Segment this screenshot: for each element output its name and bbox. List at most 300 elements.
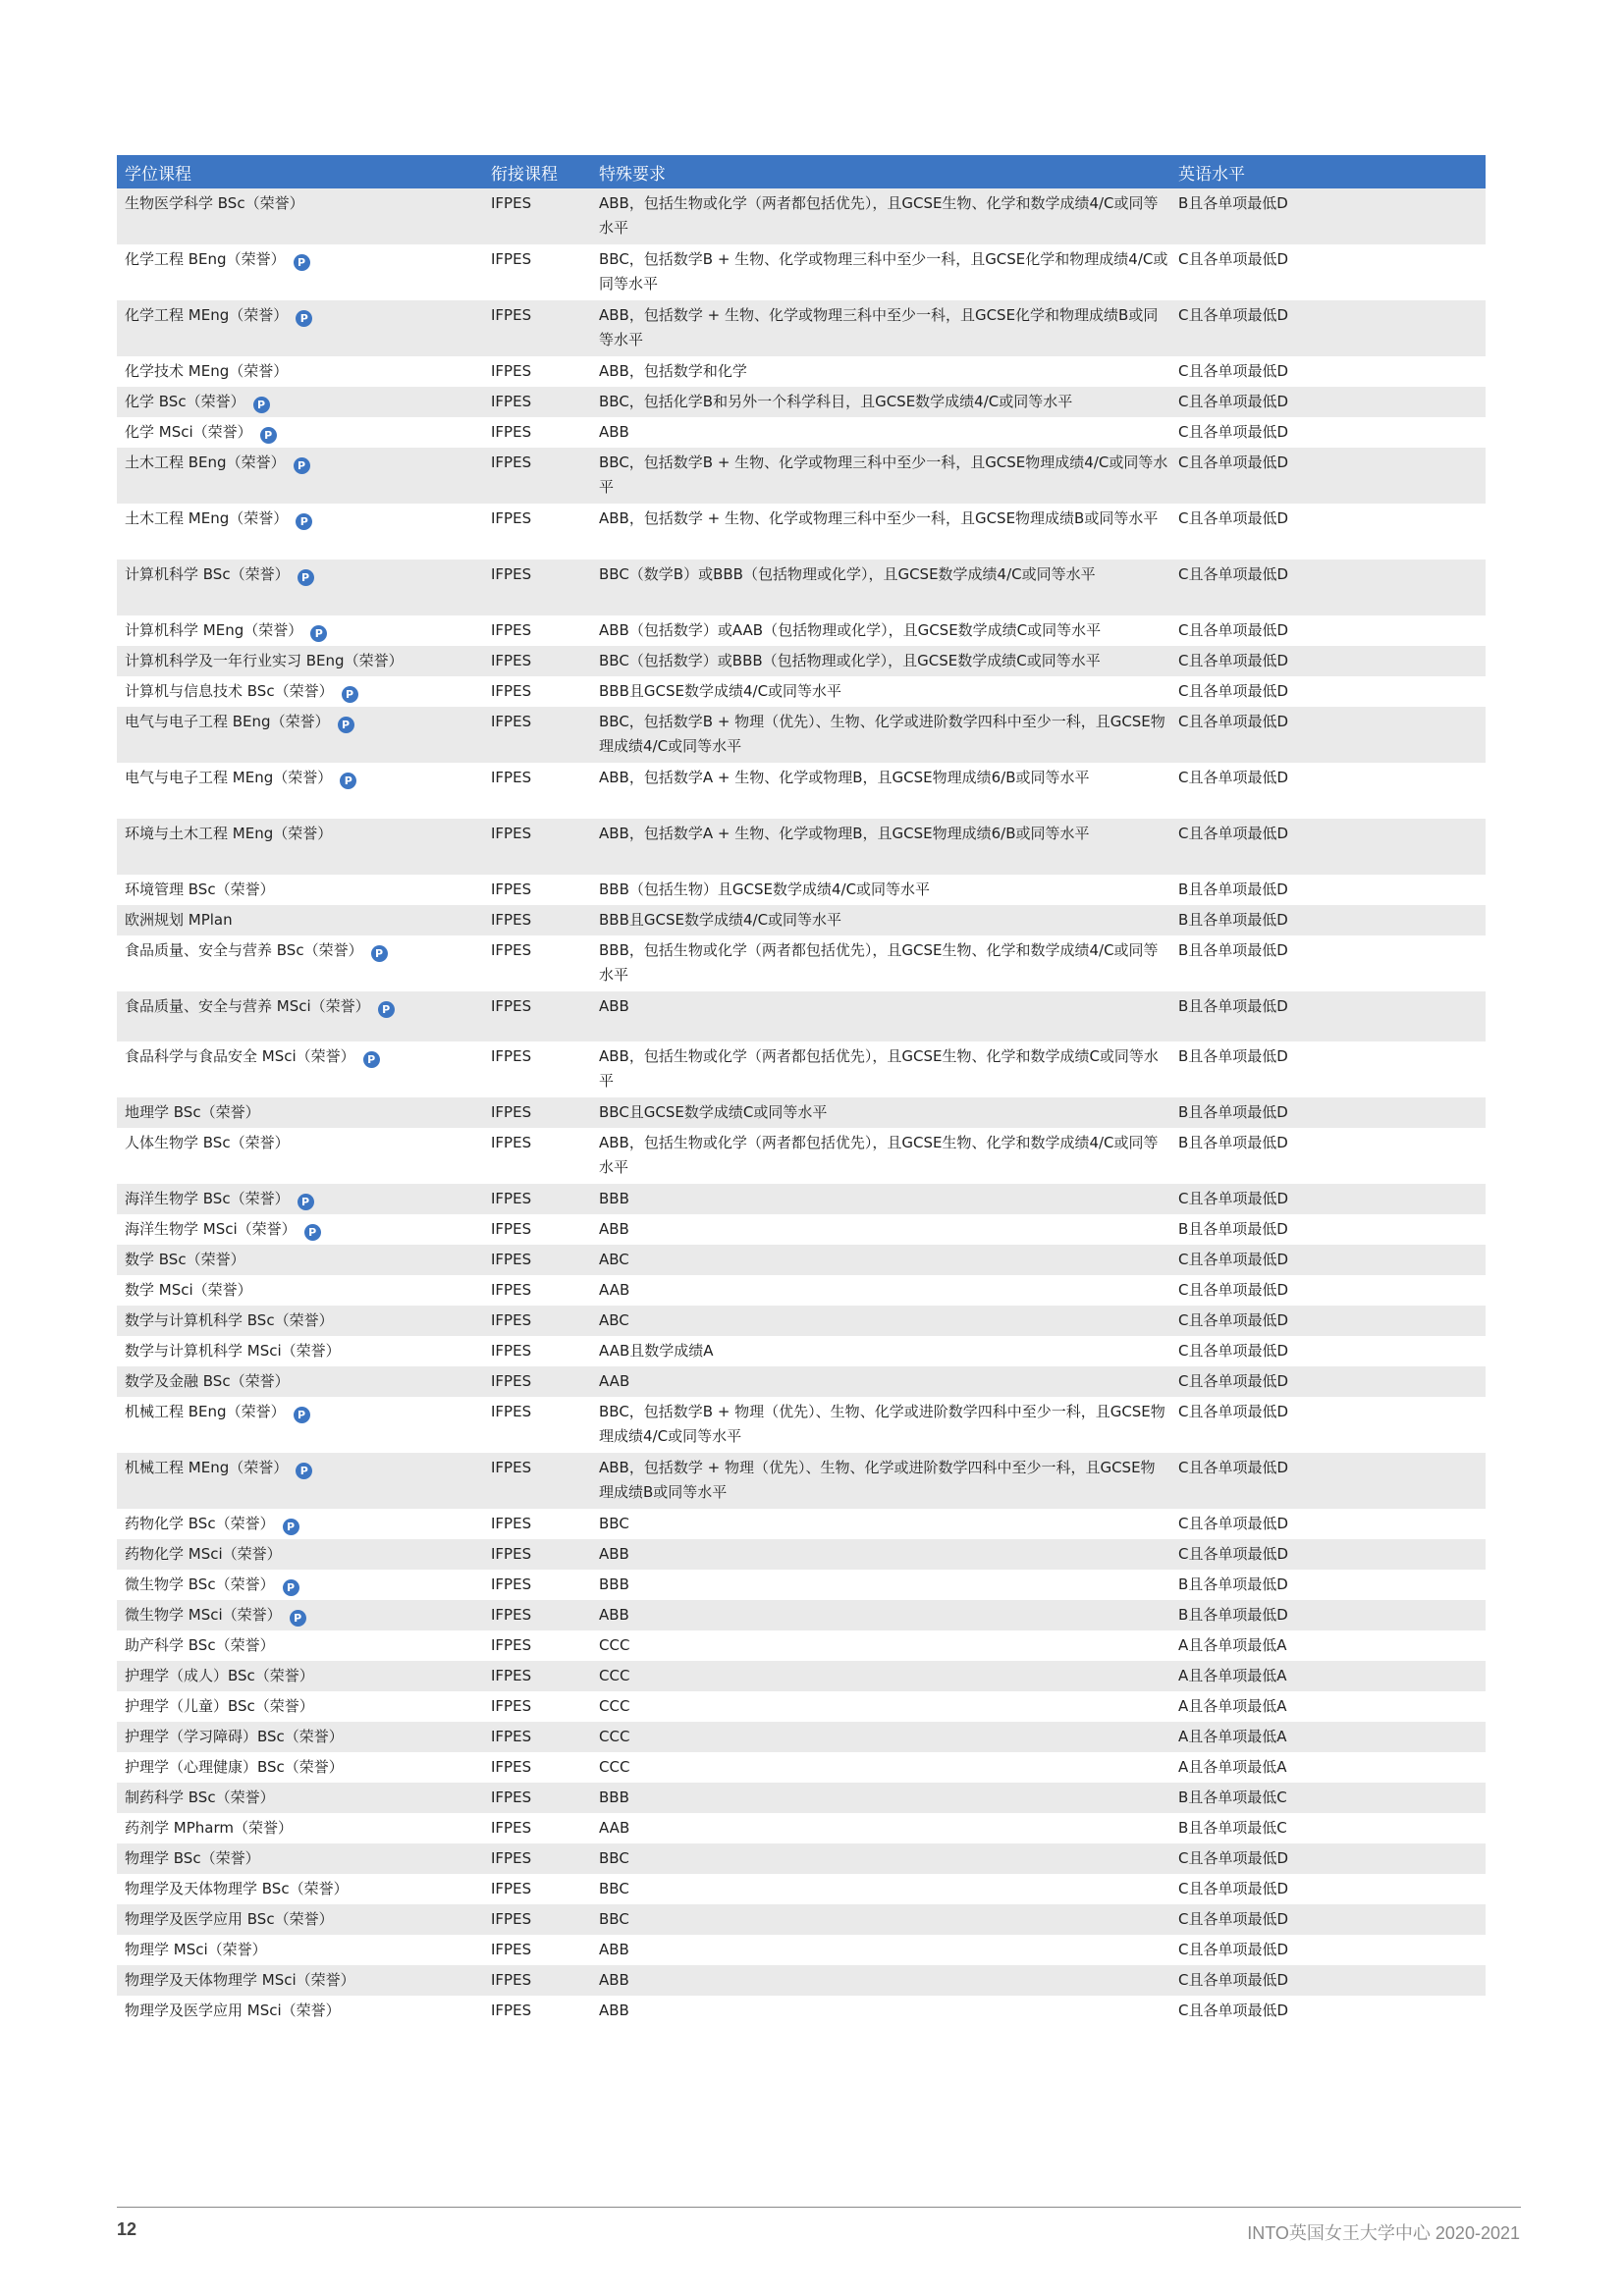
pathway-cell: IFPES — [491, 393, 532, 410]
pathway-cell: IFPES — [491, 1134, 532, 1151]
pathway-cell: IFPES — [491, 565, 532, 583]
english-level-cell: A且各单项最低A — [1178, 1758, 1287, 1776]
course-cell — [117, 1306, 491, 1333]
requirements-cell: AAB — [599, 1281, 630, 1299]
english-level-cell: C且各单项最低D — [1178, 454, 1289, 471]
placement-icon: P — [294, 457, 310, 474]
table-header — [117, 155, 1486, 188]
course-cell — [117, 1397, 491, 1424]
pathway-cell: IFPES — [491, 941, 532, 959]
english-level-cell: A且各单项最低A — [1178, 1697, 1287, 1715]
footer-title: INTO英国女王大学中心 2020-2021 — [1247, 2223, 1520, 2243]
english-level-cell: B且各单项最低D — [1178, 1103, 1288, 1121]
course-name: 微生物学 MSci（荣誉） — [125, 1606, 282, 1624]
course-name: 化学技术 MEng（荣誉） — [125, 362, 289, 380]
table-row — [117, 1904, 1486, 1935]
table-row — [117, 1128, 1486, 1184]
english-level-cell: B且各单项最低D — [1178, 911, 1288, 929]
pathway-cell: IFPES — [491, 1910, 532, 1928]
course-cell — [117, 676, 491, 704]
course-name: 人体生物学 BSc（荣誉） — [125, 1134, 290, 1151]
course-name: 微生物学 BSc（荣誉） — [125, 1575, 275, 1593]
course-cell — [117, 819, 491, 846]
course-name: 化学 MSci（荣誉） — [125, 423, 252, 441]
table-row — [117, 1539, 1486, 1570]
pathway-cell: IFPES — [491, 1606, 532, 1624]
pathway-cell: IFPES — [491, 1311, 532, 1329]
table-row — [117, 1935, 1486, 1965]
table-row — [117, 676, 1486, 707]
placement-icon: P — [294, 254, 310, 271]
placement-icon: P — [371, 945, 388, 962]
course-name: 生物医学科学 BSc（荣誉） — [125, 194, 304, 212]
english-level-cell: B且各单项最低D — [1178, 194, 1288, 212]
pathway-cell: IFPES — [491, 1849, 532, 1867]
pathway-cell: IFPES — [491, 1575, 532, 1593]
pathway-cell: IFPES — [491, 769, 532, 786]
pathway-cell: IFPES — [491, 1819, 532, 1837]
course-cell — [117, 504, 491, 531]
course-cell — [117, 1570, 491, 1597]
course-cell — [117, 646, 491, 673]
requirements-cell: ABB — [599, 423, 629, 441]
placement-icon: P — [338, 717, 354, 733]
pathway-cell: IFPES — [491, 250, 532, 268]
requirements-cell: ABB，包括数学A + 生物、化学或物理B，且GCSE物理成绩6/B或同等水平 — [599, 769, 1090, 786]
course-name: 电气与电子工程 BEng（荣誉） — [125, 713, 330, 730]
course-name: 药物化学 MSci（荣誉） — [125, 1545, 282, 1563]
requirements-cell: BBC（包括数学）或BBB（包括物理或化学），且GCSE数学成绩C或同等水平 — [599, 652, 1101, 669]
course-name: 地理学 BSc（荣誉） — [125, 1103, 260, 1121]
pathway-cell: IFPES — [491, 1103, 532, 1121]
table-row — [117, 875, 1486, 905]
pathway-cell: IFPES — [491, 1342, 532, 1360]
course-cell — [117, 417, 491, 445]
course-cell — [117, 1509, 491, 1536]
course-cell — [117, 1128, 491, 1155]
table-row — [117, 387, 1486, 417]
table-row — [117, 1813, 1486, 1843]
requirements-cell: CCC — [599, 1758, 630, 1776]
requirements-cell: AAB且数学成绩A — [599, 1342, 714, 1360]
header-english: 英语水平 — [1178, 164, 1245, 185]
pathway-cell: IFPES — [491, 306, 532, 324]
course-name: 护理学（成人）BSc（荣誉） — [125, 1667, 314, 1684]
table-row — [117, 1843, 1486, 1874]
course-name: 计算机科学 BSc（荣誉） — [125, 565, 290, 583]
table-row — [117, 1996, 1486, 2026]
requirements-cell: BBC，包括数学B + 物理（优先）、生物、化学或进阶数学四科中至少一科，且GCSE物理成绩4/C或同等水平 — [599, 1403, 1165, 1445]
placement-icon: P — [310, 625, 327, 642]
course-name: 计算机科学 MEng（荣誉） — [125, 621, 303, 639]
pathway-cell: IFPES — [491, 1403, 532, 1420]
pathway-cell: IFPES — [491, 1190, 532, 1207]
course-cell — [117, 356, 491, 384]
placement-icon: P — [363, 1051, 380, 1068]
footer-divider — [117, 2207, 1521, 2208]
pathway-cell: IFPES — [491, 362, 532, 380]
requirements-cell: ABB，包括数学和化学 — [599, 362, 747, 380]
table-row — [117, 1041, 1486, 1097]
english-level-cell: C且各单项最低D — [1178, 769, 1289, 786]
table-row — [117, 1366, 1486, 1397]
english-level-cell: C且各单项最低D — [1178, 1372, 1289, 1390]
requirements-cell: BBC（数学B）或BBB（包括物理或化学），且GCSE数学成绩4/C或同等水平 — [599, 565, 1096, 583]
table-row — [117, 1570, 1486, 1600]
table-row — [117, 1509, 1486, 1539]
english-level-cell: C且各单项最低D — [1178, 1190, 1289, 1207]
course-name: 化学工程 MEng（荣誉） — [125, 306, 289, 324]
table-row — [117, 560, 1486, 615]
requirements-cell: BBB — [599, 1575, 629, 1593]
requirements-cell: ABB — [599, 2002, 629, 2019]
requirements-cell: BBB — [599, 1789, 629, 1806]
course-cell — [117, 448, 491, 475]
pathway-cell: IFPES — [491, 509, 532, 527]
header-course: 学位课程 — [125, 164, 191, 185]
course-cell — [117, 1783, 491, 1810]
english-level-cell: C且各单项最低D — [1178, 1971, 1289, 1989]
table-row — [117, 1691, 1486, 1722]
table-row — [117, 356, 1486, 387]
table-row — [117, 646, 1486, 676]
course-cell — [117, 1661, 491, 1688]
requirements-cell: BBB且GCSE数学成绩4/C或同等水平 — [599, 911, 842, 929]
table-body — [117, 188, 1486, 2026]
page-number: 12 — [117, 2219, 137, 2239]
english-level-cell: C且各单项最低D — [1178, 565, 1289, 583]
pathway-cell: IFPES — [491, 1220, 532, 1238]
requirements-cell: BBC — [599, 1880, 629, 1897]
course-cell — [117, 387, 491, 414]
requirements-cell: ABB，包括数学A + 生物、化学或物理B，且GCSE物理成绩6/B或同等水平 — [599, 825, 1090, 842]
table-row — [117, 707, 1486, 763]
course-name: 环境管理 BSc（荣誉） — [125, 881, 275, 898]
placement-icon: P — [298, 1194, 314, 1210]
placement-icon: P — [340, 773, 356, 789]
course-name: 制药科学 BSc（荣誉） — [125, 1789, 275, 1806]
pathway-cell: IFPES — [491, 1667, 532, 1684]
course-cell — [117, 1843, 491, 1871]
pathway-cell: IFPES — [491, 1515, 532, 1532]
requirements-cell: BBC — [599, 1515, 629, 1532]
requirements-cell: ABB — [599, 1545, 629, 1563]
table-row — [117, 1783, 1486, 1813]
english-level-cell: C且各单项最低D — [1178, 306, 1289, 324]
pathway-cell: IFPES — [491, 713, 532, 730]
english-level-cell: B且各单项最低D — [1178, 1606, 1288, 1624]
table-row — [117, 1453, 1486, 1509]
header-requirements: 特殊要求 — [599, 164, 666, 185]
english-level-cell: B且各单项最低D — [1178, 941, 1288, 959]
course-name: 物理学及天体物理学 MSci（荣誉） — [125, 1971, 355, 1989]
english-level-cell: C且各单项最低D — [1178, 1342, 1289, 1360]
course-cell — [117, 763, 491, 790]
requirements-cell: ABB — [599, 997, 629, 1015]
english-level-cell: C且各单项最低D — [1178, 2002, 1289, 2019]
english-level-cell: C且各单项最低D — [1178, 1849, 1289, 1867]
english-level-cell: B且各单项最低D — [1178, 1134, 1288, 1151]
english-level-cell: B且各单项最低D — [1178, 1575, 1288, 1593]
pathway-cell: IFPES — [491, 194, 532, 212]
pathway-cell: IFPES — [491, 881, 532, 898]
table-row — [117, 1752, 1486, 1783]
requirements-cell: BBC — [599, 1849, 629, 1867]
course-name: 物理学及天体物理学 BSc（荣誉） — [125, 1880, 349, 1897]
course-name: 药物化学 BSc（荣誉） — [125, 1515, 275, 1532]
pathway-cell: IFPES — [491, 1971, 532, 1989]
english-level-cell: A且各单项最低A — [1178, 1667, 1287, 1684]
table-row — [117, 991, 1486, 1041]
requirements-cell: ABB — [599, 1220, 629, 1238]
requirements-cell: ABC — [599, 1311, 629, 1329]
course-name: 土木工程 BEng（荣誉） — [125, 454, 286, 471]
course-cell — [117, 1752, 491, 1780]
placement-icon: P — [378, 1001, 395, 1018]
table-row — [117, 244, 1486, 300]
english-level-cell: C且各单项最低D — [1178, 1545, 1289, 1563]
course-name: 物理学及医学应用 BSc（荣誉） — [125, 1910, 334, 1928]
course-name: 机械工程 BEng（荣誉） — [125, 1403, 286, 1420]
course-name: 药剂学 MPharm（荣誉） — [125, 1819, 293, 1837]
course-cell — [117, 615, 491, 643]
pathway-cell: IFPES — [491, 1697, 532, 1715]
course-cell — [117, 1630, 491, 1658]
table-row — [117, 1336, 1486, 1366]
course-cell — [117, 991, 491, 1019]
pathway-cell: IFPES — [491, 825, 532, 842]
requirements-cell: ABB，包括生物或化学（两者都包括优先），且GCSE生物、化学和数学成绩4/C或同等水平 — [599, 1134, 1159, 1176]
placement-icon: P — [298, 569, 314, 586]
pathway-cell: IFPES — [491, 1545, 532, 1563]
course-cell — [117, 1275, 491, 1303]
english-level-cell: B且各单项最低C — [1178, 1789, 1287, 1806]
course-name: 物理学及医学应用 MSci（荣誉） — [125, 2002, 341, 2019]
english-level-cell: C且各单项最低D — [1178, 362, 1289, 380]
course-name: 海洋生物学 BSc（荣誉） — [125, 1190, 290, 1207]
course-name: 物理学 MSci（荣誉） — [125, 1941, 267, 1958]
course-name: 化学工程 BEng（荣誉） — [125, 250, 286, 268]
english-level-cell: C且各单项最低D — [1178, 1515, 1289, 1532]
requirements-cell: BBB（包括生物）且GCSE数学成绩4/C或同等水平 — [599, 881, 931, 898]
requirements-cell: BBC且GCSE数学成绩C或同等水平 — [599, 1103, 828, 1121]
course-name: 欧洲规划 MPlan — [125, 911, 233, 929]
table-row — [117, 615, 1486, 646]
pathway-cell: IFPES — [491, 1728, 532, 1745]
course-name: 电气与电子工程 MEng（荣誉） — [125, 769, 333, 786]
pathway-cell: IFPES — [491, 1281, 532, 1299]
english-level-cell: C且各单项最低D — [1178, 393, 1289, 410]
english-level-cell: C且各单项最低D — [1178, 509, 1289, 527]
table-row — [117, 448, 1486, 504]
pathway-cell: IFPES — [491, 1758, 532, 1776]
english-level-cell: C且各单项最低D — [1178, 1403, 1289, 1420]
requirements-cell: BBB，包括生物或化学（两者都包括优先），且GCSE生物、化学和数学成绩4/C或同等水平 — [599, 941, 1159, 984]
pathway-cell: IFPES — [491, 911, 532, 929]
course-name: 环境与土木工程 MEng（荣誉） — [125, 825, 333, 842]
table-row — [117, 1722, 1486, 1752]
requirements-cell: ABB（包括数学）或AAB（包括物理或化学），且GCSE数学成绩C或同等水平 — [599, 621, 1102, 639]
english-level-cell: C且各单项最低D — [1178, 825, 1289, 842]
placement-icon: P — [296, 513, 312, 530]
table-row — [117, 819, 1486, 875]
course-cell — [117, 1453, 491, 1480]
requirements-cell: CCC — [599, 1636, 630, 1654]
pathway-cell: IFPES — [491, 997, 532, 1015]
course-cell — [117, 188, 491, 216]
pathway-cell: IFPES — [491, 1372, 532, 1390]
table-row — [117, 763, 1486, 819]
requirements-cell: BBC — [599, 1910, 629, 1928]
english-level-cell: C且各单项最低D — [1178, 1311, 1289, 1329]
requirements-cell: BBC，包括数学B + 生物、化学或物理三科中至少一科，且GCSE化学和物理成绩4/C或同等水平 — [599, 250, 1168, 293]
english-level-cell: A且各单项最低A — [1178, 1636, 1287, 1654]
english-level-cell: C且各单项最低D — [1178, 250, 1289, 268]
table-row — [117, 1661, 1486, 1691]
course-name: 数学与计算机科学 BSc（荣誉） — [125, 1311, 334, 1329]
english-level-cell: C且各单项最低D — [1178, 1910, 1289, 1928]
requirements-cell: CCC — [599, 1667, 630, 1684]
table-row — [117, 504, 1486, 560]
course-cell — [117, 1539, 491, 1567]
course-name: 化学 BSc（荣誉） — [125, 393, 245, 410]
course-cell — [117, 905, 491, 933]
pathway-cell: IFPES — [491, 1459, 532, 1476]
table-row — [117, 1275, 1486, 1306]
course-cell — [117, 935, 491, 963]
course-cell — [117, 1366, 491, 1394]
table-row — [117, 1600, 1486, 1630]
requirements-cell: ABB，包括生物或化学（两者都包括优先），且GCSE生物、化学和数学成绩4/C或同等水平 — [599, 194, 1159, 237]
course-name: 护理学（心理健康）BSc（荣誉） — [125, 1758, 344, 1776]
table-row — [117, 1965, 1486, 1996]
course-cell — [117, 560, 491, 587]
course-name: 机械工程 MEng（荣誉） — [125, 1459, 289, 1476]
course-cell — [117, 1097, 491, 1125]
requirements-cell: BBC，包括数学B + 物理（优先）、生物、化学或进阶数学四科中至少一科，且GCSE物理成绩4/C或同等水平 — [599, 713, 1165, 755]
requirements-cell: ABB — [599, 1971, 629, 1989]
table-row — [117, 1874, 1486, 1904]
course-cell — [117, 1935, 491, 1962]
table-row — [117, 1630, 1486, 1661]
course-name: 数学与计算机科学 MSci（荣誉） — [125, 1342, 341, 1360]
requirements-cell: ABC — [599, 1251, 629, 1268]
pathway-cell: IFPES — [491, 652, 532, 669]
course-name: 护理学（学习障碍）BSc（荣誉） — [125, 1728, 344, 1745]
placement-icon: P — [253, 397, 270, 413]
course-cell — [117, 1245, 491, 1272]
english-level-cell: A且各单项最低A — [1178, 1728, 1287, 1745]
course-cell — [117, 300, 491, 328]
course-cell — [117, 1336, 491, 1363]
placement-icon: P — [294, 1407, 310, 1423]
table-row — [117, 417, 1486, 448]
table-row — [117, 188, 1486, 244]
english-level-cell: C且各单项最低D — [1178, 1459, 1289, 1476]
requirements-cell: BBB且GCSE数学成绩4/C或同等水平 — [599, 682, 842, 700]
english-level-cell: C且各单项最低D — [1178, 1941, 1289, 1958]
pathway-cell: IFPES — [491, 1636, 532, 1654]
placement-icon: P — [260, 427, 277, 444]
table-row — [117, 1245, 1486, 1275]
english-level-cell: B且各单项最低D — [1178, 997, 1288, 1015]
pathway-cell: IFPES — [491, 2002, 532, 2019]
table-row — [117, 935, 1486, 991]
placement-icon: P — [283, 1519, 299, 1535]
course-name: 助产科学 BSc（荣誉） — [125, 1636, 275, 1654]
requirements-cell: ABB — [599, 1606, 629, 1624]
course-name: 数学及金融 BSc（荣誉） — [125, 1372, 290, 1390]
course-cell — [117, 1904, 491, 1932]
placement-icon: P — [304, 1224, 321, 1241]
course-name: 数学 MSci（荣誉） — [125, 1281, 252, 1299]
requirements-cell: AAB — [599, 1819, 630, 1837]
english-level-cell: C且各单项最低D — [1178, 652, 1289, 669]
english-level-cell: B且各单项最低C — [1178, 1819, 1287, 1837]
requirements-cell: BBC，包括化学B和另外一个科学科目，且GCSE数学成绩4/C或同等水平 — [599, 393, 1073, 410]
course-name: 护理学（儿童）BSc（荣誉） — [125, 1697, 314, 1715]
course-name: 计算机与信息技术 BSc（荣誉） — [125, 682, 334, 700]
requirements-cell: CCC — [599, 1728, 630, 1745]
requirements-cell: ABB，包括数学 + 生物、化学或物理三科中至少一科，且GCSE化学和物理成绩B或同等水平 — [599, 306, 1159, 348]
placement-icon: P — [296, 310, 312, 327]
header-pathway: 衔接课程 — [491, 164, 558, 185]
course-cell — [117, 1874, 491, 1901]
english-level-cell: C且各单项最低D — [1178, 1880, 1289, 1897]
pathway-cell: IFPES — [491, 621, 532, 639]
course-cell — [117, 1184, 491, 1211]
table-row — [117, 1306, 1486, 1336]
english-level-cell: C且各单项最低D — [1178, 423, 1289, 441]
placement-icon: P — [342, 686, 358, 703]
requirements-table — [117, 155, 1486, 2026]
english-level-cell: C且各单项最低D — [1178, 713, 1289, 730]
course-name: 土木工程 MEng（荣誉） — [125, 509, 289, 527]
course-name: 物理学 BSc（荣誉） — [125, 1849, 260, 1867]
english-level-cell: C且各单项最低D — [1178, 682, 1289, 700]
table-row — [117, 1397, 1486, 1453]
course-cell — [117, 1600, 491, 1628]
course-cell — [117, 875, 491, 902]
table-row — [117, 1184, 1486, 1214]
pathway-cell: IFPES — [491, 682, 532, 700]
requirements-cell: AAB — [599, 1372, 630, 1390]
pathway-cell: IFPES — [491, 1880, 532, 1897]
requirements-cell: BBC，包括数学B + 生物、化学或物理三科中至少一科，且GCSE物理成绩4/C或同等水平 — [599, 454, 1168, 496]
requirements-cell: BBB — [599, 1190, 629, 1207]
english-level-cell: C且各单项最低D — [1178, 1251, 1289, 1268]
placement-icon: P — [296, 1463, 312, 1479]
course-cell — [117, 1722, 491, 1749]
table-row — [117, 905, 1486, 935]
course-name: 海洋生物学 MSci（荣誉） — [125, 1220, 297, 1238]
pathway-cell: IFPES — [491, 423, 532, 441]
english-level-cell: B且各单项最低D — [1178, 881, 1288, 898]
course-cell — [117, 1691, 491, 1719]
course-cell — [117, 1813, 491, 1841]
course-cell — [117, 1996, 491, 2023]
placement-icon: P — [290, 1610, 306, 1627]
course-cell — [117, 1214, 491, 1242]
requirements-cell: ABB，包括数学 + 物理（优先）、生物、化学或进阶数学四科中至少一科，且GCSE物理成绩B或同等水平 — [599, 1459, 1156, 1501]
english-level-cell: B且各单项最低D — [1178, 1220, 1288, 1238]
pathway-cell: IFPES — [491, 454, 532, 471]
table-row — [117, 1097, 1486, 1128]
course-cell — [117, 707, 491, 734]
pathway-cell: IFPES — [491, 1789, 532, 1806]
english-level-cell: B且各单项最低D — [1178, 1047, 1288, 1065]
requirements-cell: ABB，包括数学 + 生物、化学或物理三科中至少一科，且GCSE物理成绩B或同等水平 — [599, 509, 1159, 527]
